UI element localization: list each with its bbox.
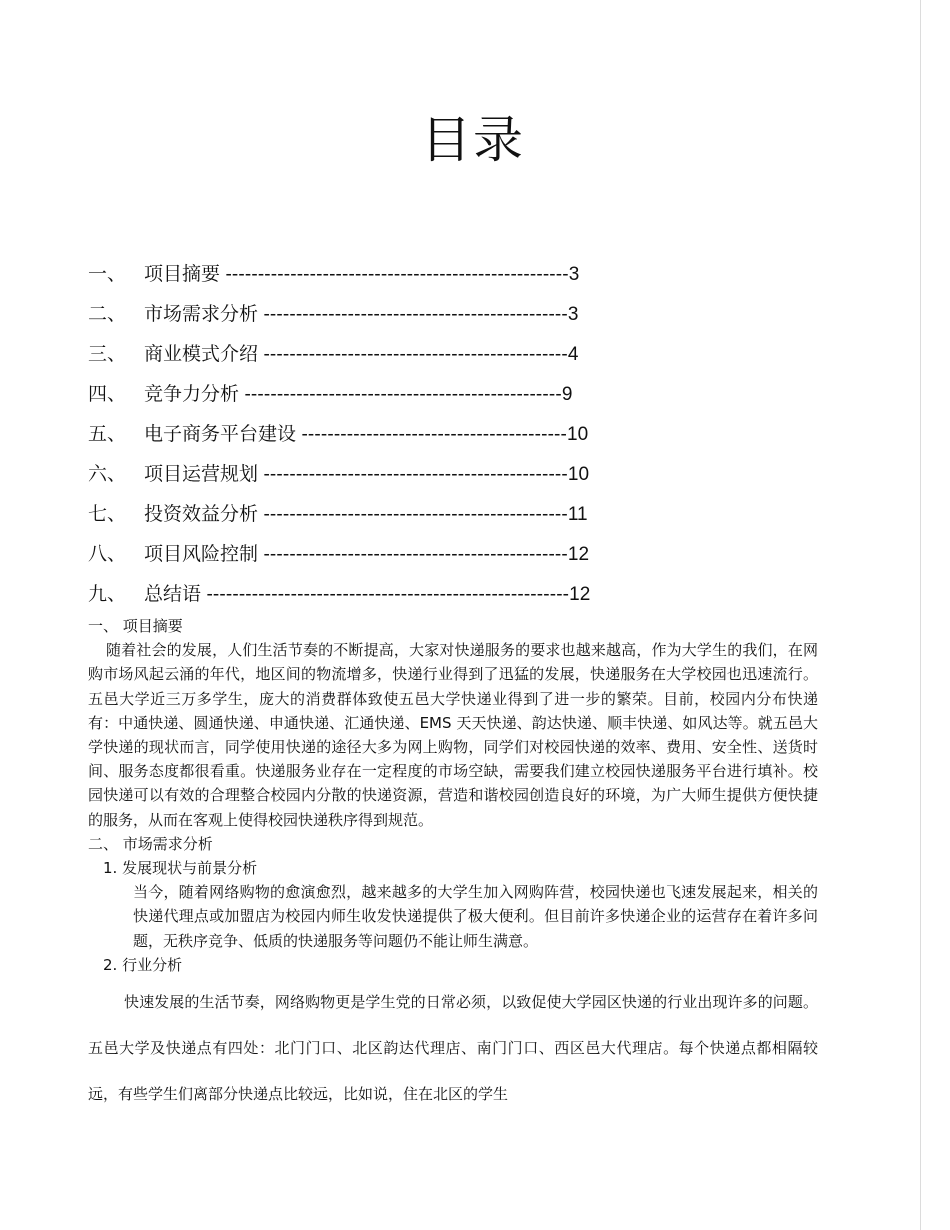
toc-entry-number: 五、: [88, 423, 127, 445]
toc-page-number: 3: [568, 264, 580, 285]
toc-entry-label: 竞争力分析: [144, 383, 240, 405]
toc-entry-label: 电子商务平台建设: [144, 423, 297, 445]
toc-entry-number: 二、: [88, 303, 127, 325]
toc-page-number: 12: [567, 544, 590, 565]
toc-entry-label: 项目运营规划: [144, 463, 259, 485]
toc-leader-dots: -----------------------------------------------: [258, 344, 568, 365]
toc-entry-number: 三、: [88, 343, 127, 365]
document-body: [88, 614, 818, 1117]
toc-leader-dots: -----------------------------------------------: [258, 544, 568, 565]
toc-leader-dots: -----------------------------------------------: [258, 504, 568, 525]
toc-entry[interactable]: [88, 460, 590, 500]
toc-leader-dots: -----------------------------------------------: [258, 304, 568, 325]
toc-entry-number: 一、: [88, 263, 127, 285]
toc-leader-dots: -----------------------------------------: [296, 424, 568, 445]
toc-entry-label: 市场需求分析: [144, 303, 259, 325]
toc-page-number: 3: [567, 304, 579, 325]
toc-entry-label: 项目摘要: [144, 263, 221, 285]
table-of-contents: [88, 260, 590, 620]
toc-entry[interactable]: [88, 260, 590, 300]
toc-entry-label: 项目风险控制: [144, 543, 259, 565]
subsection-heading-status: 1. 发展现状与前景分析: [103, 859, 258, 878]
page-edge-divider: [920, 0, 921, 1230]
status-paragraph: 当今，随着网络购物的愈演愈烈，越来越多的大学生加入网购阵营，校园快递也飞速发展起来，相关的快递代理点或加盟店为校园内师生收发快递提供了极大便利。但目前许多快递企业的运营存在着许多问题，无秩序竞争、低质的快递服务等问题仍不能让师生满意。: [133, 883, 818, 950]
toc-entry-number: 七、: [88, 503, 127, 525]
toc-entry[interactable]: [88, 380, 590, 420]
toc-entry-number: 八、: [88, 543, 127, 565]
toc-page-number: 11: [567, 504, 588, 525]
toc-leader-dots: -------------------------------------------------: [239, 384, 562, 405]
toc-entry-number: 四、: [88, 383, 127, 405]
subsection-heading-industry: 2. 行业分析: [103, 955, 183, 974]
toc-page-number: 10: [567, 464, 590, 485]
toc-entry-number: 九、: [88, 583, 127, 605]
toc-entry[interactable]: [88, 420, 590, 460]
toc-entry[interactable]: [88, 540, 590, 580]
toc-leader-dots: -----------------------------------------------: [258, 464, 568, 485]
toc-entry-label: 总结语: [144, 583, 202, 605]
toc-page-number: 4: [567, 344, 579, 365]
industry-paragraph: 快速发展的生活节奏，网络购物更是学生党的日常必须，以致促使大学园区快递的行业出现许多的问题。五邑大学及快递点有四处：北门门口、北区韵达代理店、南门门口、西区邑大代理店。每个快递点都相隔较远，有些学生们离部分快递点比较远，比如说，住在北区的学生: [88, 993, 818, 1104]
toc-entry-number: 六、: [88, 463, 127, 485]
toc-entry-label: 商业模式介绍: [144, 343, 259, 365]
page-title: 目录: [421, 111, 525, 169]
toc-entry-label: 投资效益分析: [144, 503, 259, 525]
toc-leader-dots: -----------------------------------------------------: [220, 264, 569, 285]
summary-paragraph: 随着社会的发展，人们生活节奏的不断提高，大家对快递服务的要求也越来越高，作为大学生的我们，在网购市场风起云涌的年代，地区间的物流增多，快递行业得到了迅猛的发展，快递服务在大学校园也迅速流行。五邑大学近三万多学生，庞大的消费群体致使五邑大学快递业得到了进一步的繁荣。目前，校园内分布快递有：中通快递、圆通快递、申通快递、汇通快递、EMS 天天快递、韵达快递、顺丰快递、如风达等。就五邑大学快递的现状而言，同学使用快递的途径大多为网上购物，同学们对校园快递的效率、费用、安全性、送货时间、服务态度都很看重。快递服务业存在一定程度的市场空缺，需要我们建立校园快递服务平台进行填补。校园快递可以有效的合理整合校园内分散的快递资源，营造和谐校园创造良好的环境，为广大师生提供方便快捷的服务，从而在客观上使得校园快递秩序得到规范。: [88, 641, 818, 829]
toc-page-number: 9: [561, 384, 573, 405]
toc-entry[interactable]: [88, 500, 590, 540]
section-heading-summary: 一、 项目摘要: [88, 617, 183, 635]
toc-page-number: 10: [567, 424, 589, 445]
section-heading-market-analysis: 二、 市场需求分析: [88, 834, 213, 853]
toc-entry[interactable]: [88, 300, 590, 340]
toc-leader-dots: --------------------------------------------------------: [201, 584, 570, 605]
toc-entry[interactable]: [88, 340, 590, 380]
toc-page-number: 12: [569, 584, 591, 605]
